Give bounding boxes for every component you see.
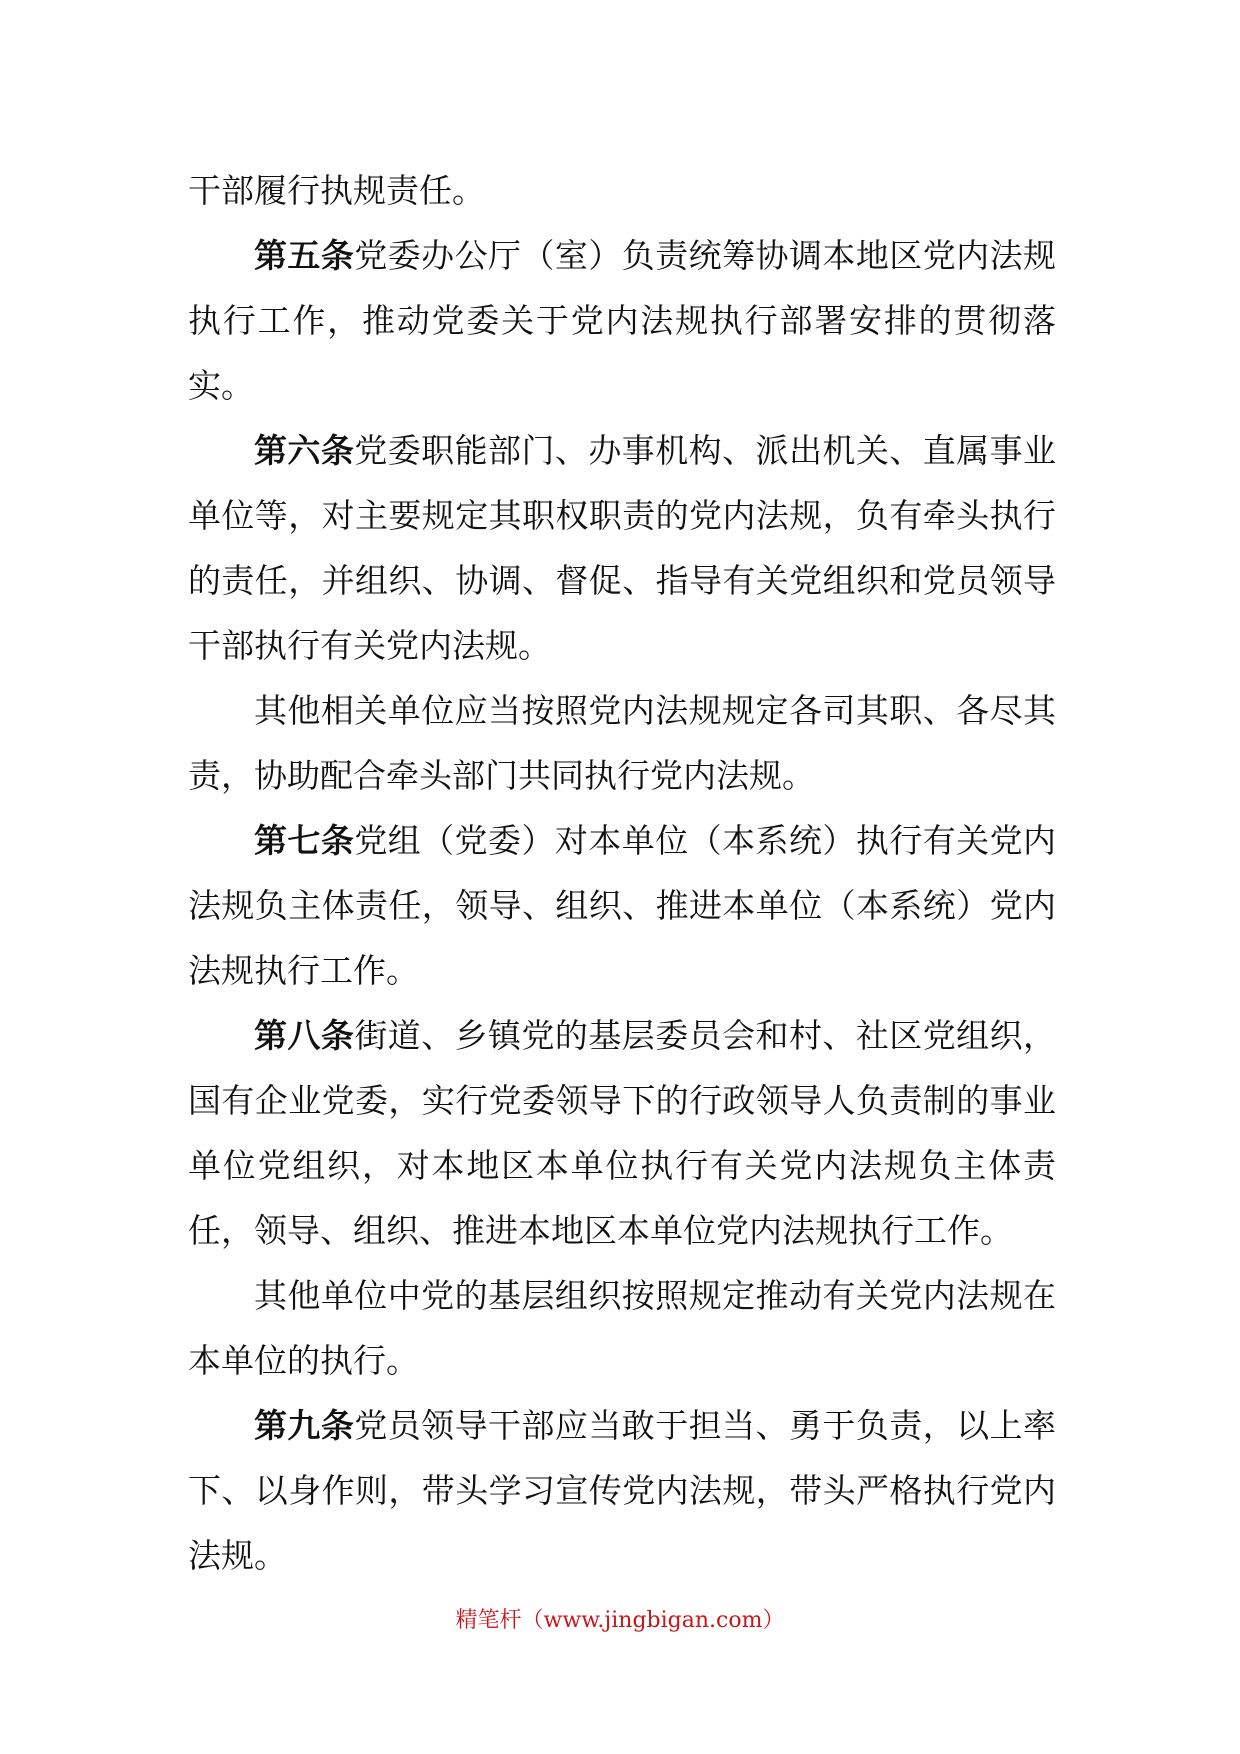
paragraph-article-7 <box>188 808 1056 1003</box>
article-number: 第九条 <box>254 1406 355 1445</box>
paragraph-text: 其他单位中党的基层组织按照规定推动有关党内法规在本单位的执行。 <box>188 1276 1056 1380</box>
footer-watermark: 精笔杆（www.jingbigan.com） <box>455 1608 785 1633</box>
paragraph-article-8 <box>188 1003 1056 1263</box>
article-number: 第八条 <box>254 1016 355 1055</box>
paragraph-text: 党组（党委）对本单位（本系统）执行有关党内法规负主体责任，领导、组织、推进本单位（本系统）党内法规执行工作。 <box>188 821 1057 990</box>
paragraph-text: 街道、乡镇党的基层委员会和村、社区党组织，国有企业党委，实行党委领导下的行政领导人负责制的事业单位党组织，对本地区本单位执行有关党内法规负主体责任，领导、组织、推进本地区本单位党内法规执行工作。 <box>188 1016 1057 1250</box>
article-number: 第六条 <box>254 431 355 470</box>
document-body <box>188 158 1056 1588</box>
paragraph-article-6-sub <box>188 678 1056 808</box>
paragraph-text: 党委职能部门、办事机构、派出机关、直属事业单位等，对主要规定其职权职责的党内法规，负有牵头执行的责任，并组织、协调、督促、指导有关党组织和党员领导干部执行有关党内法规。 <box>188 431 1057 665</box>
paragraph-article-6 <box>188 418 1056 678</box>
paragraph-article-9 <box>188 1393 1056 1588</box>
paragraph-text: 干部履行执规责任。 <box>188 171 485 210</box>
paragraph-text: 党员领导干部应当敢于担当、勇于负责，以上率下、以身作则，带头学习宣传党内法规，带头严格执行党内法规。 <box>188 1406 1057 1575</box>
paragraph-text: 其他相关单位应当按照党内法规规定各司其职、各尽其责，协助配合牵头部门共同执行党内法规。 <box>188 691 1056 795</box>
article-number: 第七条 <box>254 821 355 860</box>
paragraph-article-5 <box>188 223 1056 418</box>
article-number: 第五条 <box>254 236 355 275</box>
paragraph-text: 党委办公厅（室）负责统筹协调本地区党内法规执行工作，推动党委关于党内法规执行部署安排的贯彻落实。 <box>188 236 1057 405</box>
paragraph-article-8-sub <box>188 1263 1056 1393</box>
paragraph-continuation <box>188 158 1056 223</box>
